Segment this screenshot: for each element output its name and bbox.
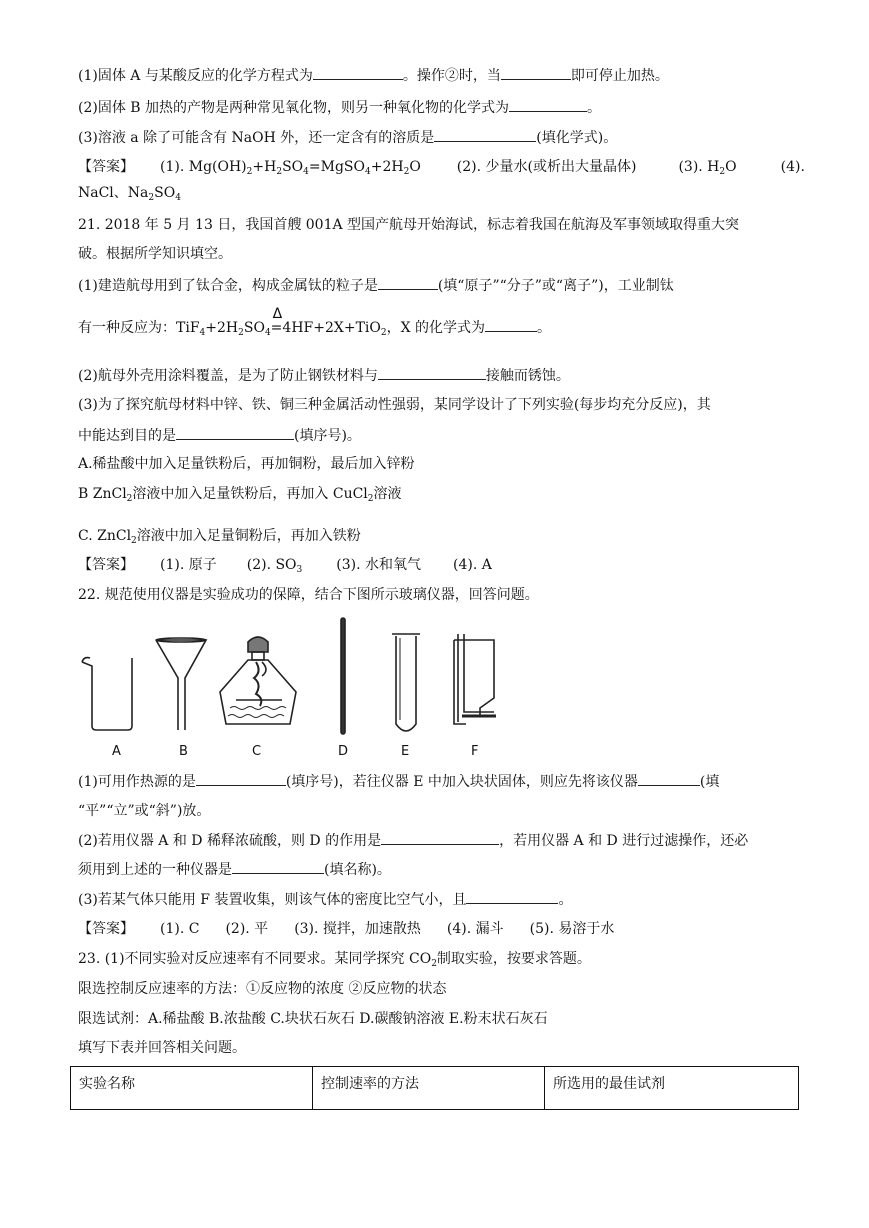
answer-blank bbox=[485, 318, 537, 332]
q23-methods: 限选控制反应速率的方法：①反应物的浓度 ②反应物的状态 bbox=[78, 981, 447, 997]
figure-label-f: F bbox=[471, 744, 479, 759]
answer-blank bbox=[313, 66, 403, 80]
answer-blank bbox=[501, 66, 571, 80]
figure-label-d: D bbox=[338, 744, 349, 759]
beaker-icon bbox=[82, 658, 132, 731]
q20-part2: (2)固体 B 加热的产物是两种常见氧化物，则另一种氧化物的化学式为 。 bbox=[78, 100, 602, 116]
table-row bbox=[71, 1067, 799, 1110]
answer-label: 【答案】 bbox=[78, 921, 134, 937]
q21-intro-line2: 破。根据所学知识填空。 bbox=[78, 246, 232, 262]
figure-label-e: E bbox=[401, 744, 410, 759]
q21-part2: (2)航母外壳用涂料覆盖，是为了防止钢铁材料与 接触而锈蚀。 bbox=[78, 368, 570, 384]
funnel-icon bbox=[156, 638, 206, 730]
q21-part3: (3)为了探究航母材料中锌、铁、铜三种金属活动性强弱，某同学设计了下列实验(每步均充分反应)，其 bbox=[78, 397, 711, 413]
figure-label-a: A bbox=[112, 744, 121, 759]
table-header-cell: 实验名称 bbox=[71, 1067, 313, 1110]
alcohol-lamp-icon bbox=[220, 637, 296, 724]
q21-option-b: B ZnCl$_2$溶液中加入足量铁粉后，再加入 CuCl$_2$溶液 bbox=[78, 486, 402, 504]
q21-part1-equation: 有一种反应为：$TiF_4+2H_2SO_4$ Δ =4HF+2X+TiO$_2$，X 的化学式为 。 bbox=[78, 306, 552, 338]
q22-part2: (2)若用仪器 A 和 D 稀释浓硫酸，则 D 的作用是 ，若用仪器 A 和 D 进行过滤操作，还必 bbox=[78, 833, 749, 849]
q23-intro: 23. (1)不同实验对反应速率有不同要求。某同学探究 $CO_2$制取实验，按要求答题。 bbox=[78, 951, 591, 969]
answer-blank bbox=[381, 831, 499, 845]
glassware-figure bbox=[70, 612, 500, 762]
q22-part1: (1)可用作热源的是 (填序号)，若往仪器 E 中加入块状固体，则应先将该仪器 (填 bbox=[78, 774, 720, 790]
gas-collection-bottle-icon bbox=[454, 634, 496, 724]
answer-blank bbox=[176, 426, 294, 440]
answer-blank bbox=[638, 772, 700, 786]
q21-option-c: C. ZnCl$_2$溶液中加入足量铜粉后，再加入铁粉 bbox=[78, 528, 361, 546]
glass-rod-icon bbox=[341, 618, 345, 734]
q21-part1: (1)建造航母用到了钛合金，构成金属钛的粒子是 (填“原子”“分子”或“离子”)，工业制钛 bbox=[78, 278, 674, 294]
table-header-cell: 所选用的最佳试剂 bbox=[545, 1067, 799, 1110]
q21-option-a: A.稀盐酸中加入足量铁粉后，再加铜粉，最后加入锌粉 bbox=[78, 456, 415, 472]
q22-part3: (3)若某气体只能用 F 装置收集，则该气体的密度比空气小，且 。 bbox=[78, 892, 573, 908]
q22-answer: 【答案】 (1). C (2). 平 (3). 搅拌，加速散热 (4). 漏斗 (5). 易溶于水 bbox=[78, 921, 615, 937]
answer-blank bbox=[466, 890, 558, 904]
q20-answer: 【答案】 (1). $Mg(OH)_2+H_2SO_4=MgSO_4+2H_2O$ (2). 少量水(或析出大量晶体) (3). $H_2O$ (4). bbox=[78, 159, 805, 177]
answer-label: 【答案】 bbox=[78, 557, 134, 573]
answer-label: 【答案】 bbox=[78, 159, 134, 175]
figure-label-b: B bbox=[179, 744, 188, 759]
q23-fill-instruction: 填写下表并回答相关问题。 bbox=[78, 1040, 246, 1056]
table-header-cell: 控制速率的方法 bbox=[313, 1067, 545, 1110]
answer-blank bbox=[378, 276, 438, 290]
answer-blank bbox=[509, 98, 587, 112]
q22-part2-cont: 须用到上述的一种仪器是 (填名称)。 bbox=[78, 862, 391, 878]
heating-condition: Δ = bbox=[270, 306, 283, 336]
q23-reagents: 限选试剂：A.稀盐酸 B.浓盐酸 C.块状石灰石 D.碳酸钠溶液 E.粉末状石灰石 bbox=[78, 1011, 548, 1027]
q20-part1: (1)固体 A 与某酸反应的化学方程式为 。操作②时，当 即可停止加热。 bbox=[78, 68, 669, 84]
q22-intro: 22. 规范使用仪器是实验成功的保障，结合下图所示玻璃仪器，回答问题。 bbox=[78, 587, 539, 603]
answer-blank bbox=[232, 860, 324, 874]
q20-answer-cont: NaCl、$Na_2SO_4$ bbox=[78, 185, 181, 203]
figure-label-c: C bbox=[252, 744, 262, 759]
answer-blank bbox=[434, 128, 536, 142]
test-tube-icon bbox=[392, 634, 420, 731]
q20-part3: (3)溶液 a 除了可能含有 NaOH 外，还一定含有的溶质是 (填化学式)。 bbox=[78, 130, 618, 146]
q21-answer: 【答案】 (1). 原子 (2). $SO_3$ (3). 水和氧气 (4). A bbox=[78, 557, 492, 575]
q22-part1-cont: “平”“立”或“斜”)放。 bbox=[78, 803, 211, 819]
experiment-table bbox=[70, 1066, 799, 1110]
q21-part3-cont: 中能达到目的是 (填序号)。 bbox=[78, 428, 361, 444]
answer-blank bbox=[378, 366, 486, 380]
q21-intro-line1: 21. 2018 年 5 月 13 日，我国首艘 001A 型国产航母开始海试，标志着我国在航海及军事领域取得重大突 bbox=[78, 217, 740, 233]
answer-blank bbox=[196, 772, 286, 786]
